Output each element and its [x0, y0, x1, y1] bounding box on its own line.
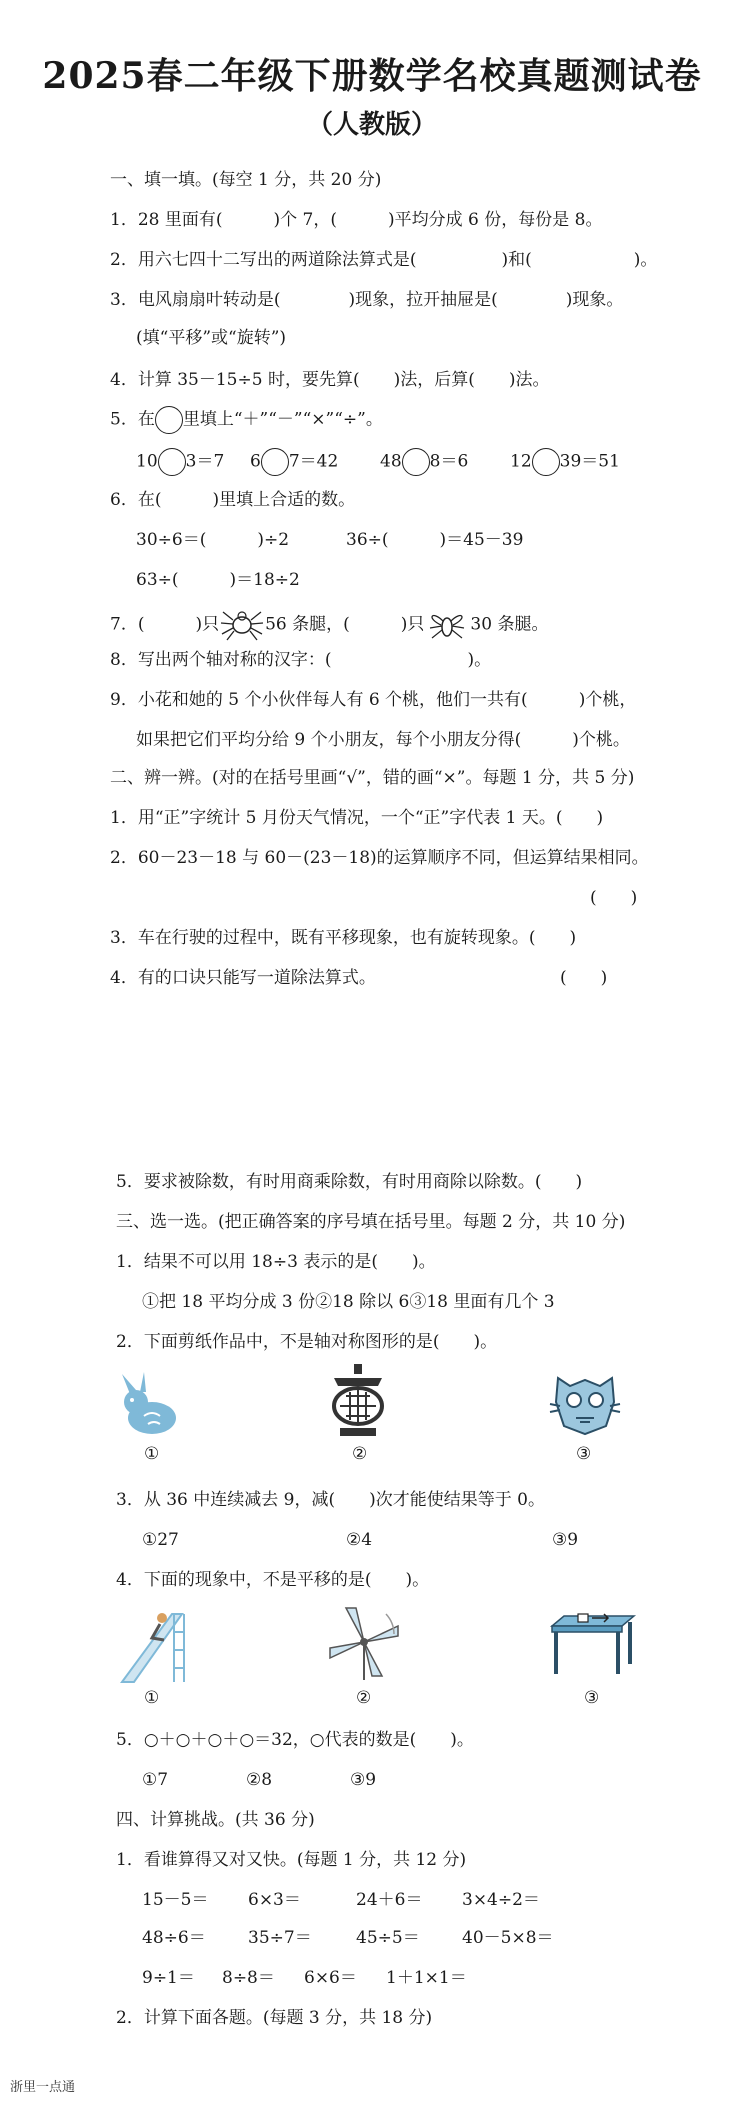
q5-text-b: 里填上“＋”“－”“×”“÷”。 — [182, 409, 383, 430]
table-image — [548, 1612, 638, 1678]
calc-row1-item1: 15－5＝ — [142, 1890, 209, 1910]
s3-question-1: 1．结果不可以用 18÷3 表示的是( )。 — [116, 1252, 436, 1272]
section1-heading: 一、填一填。(每空 1 分，共 20 分) — [110, 170, 382, 190]
q5-item-2-right: 7＝42 — [288, 451, 339, 472]
section4-heading: 四、计算挑战。(共 36 分) — [116, 1810, 315, 1830]
calc-row1-item4: 3×4÷2＝ — [462, 1890, 540, 1910]
rabbit-papercut-image — [118, 1372, 182, 1440]
s3-question-3: 3．从 36 中连续减去 9，减( )次才能使结果等于 0。 — [116, 1490, 545, 1510]
q6-line1-b: 36÷( )＝45－39 — [346, 530, 524, 550]
q6-line1-a: 30÷6＝( )÷2 — [136, 530, 290, 550]
papercut-caption-3: ③ — [576, 1444, 592, 1464]
q5-item-4-left: 12 — [510, 451, 532, 472]
s1-question-9-line1: 9．小花和她的 5 个小伙伴每人有 6 个桃，他们一共有( )个桃， — [110, 690, 637, 710]
page-subtitle: （人教版） — [306, 110, 437, 140]
calc-row3-item4: 1＋1×1＝ — [386, 1968, 467, 1988]
s1-question-3-note: (填“平移”或“旋转”) — [136, 328, 287, 348]
papercut-caption-1: ① — [144, 1444, 160, 1464]
s1-question-7 — [110, 608, 548, 642]
s3-question-1-options: ①把 18 平均分成 3 份②18 除以 6③18 里面有几个 3 — [142, 1292, 555, 1312]
s3-question-4: 4．下面的现象中，不是平移的是( )。 — [116, 1570, 430, 1590]
q6-line2: 63÷( )＝18÷2 — [136, 570, 300, 590]
q5-item-4 — [510, 448, 620, 476]
s3-q5-option-2: ②8 — [246, 1770, 273, 1790]
q5-text-a: 5．在 — [110, 409, 155, 430]
s3-question-5: 5．○＋○＋○＋○＝32，○代表的数是( )。 — [116, 1730, 474, 1750]
s2-question-2: 2．60－23－18 与 60－(23－18)的运算顺序不同，但运算结果相同。 — [110, 848, 649, 868]
s4-question-1: 1．看谁算得又对又快。(每题 1 分，共 12 分) — [116, 1850, 467, 1870]
footer-brand: 浙里一点通 — [10, 2080, 76, 2095]
calc-row1-item3: 24＋6＝ — [356, 1890, 423, 1910]
calc-row3-item1: 9÷1＝ — [142, 1968, 195, 1988]
s3-q3-option-1: ①27 — [142, 1530, 179, 1550]
s2-question-5: 5．要求被除数，有时用商乘除数，有时用商除以除数。( ) — [116, 1172, 583, 1192]
calc-row2-item4: 40－5×8＝ — [462, 1928, 554, 1948]
s1-question-4: 4．计算 35－15÷5 时，要先算( )法，后算( )法。 — [110, 370, 550, 390]
calc-row3-item2: 8÷8＝ — [222, 1968, 275, 1988]
s1-question-9-line2: 如果把它们平均分给 9 个小朋友，每个小朋友分得( )个桃。 — [136, 730, 630, 750]
s4-question-2: 2．计算下面各题。(每题 3 分，共 18 分) — [116, 2008, 433, 2028]
s1-question-6: 6．在( )里填上合适的数。 — [110, 490, 356, 510]
windmill-image — [326, 1604, 402, 1680]
blank-circle — [261, 448, 289, 476]
q7-text-b: 56 条腿，( )只 — [265, 614, 425, 635]
s1-question-3: 3．电风扇扇叶转动是( )现象，拉开抽屉是( )现象。 — [110, 290, 624, 310]
blank-circle — [532, 448, 560, 476]
calc-row1-item2: 6×3＝ — [248, 1890, 301, 1910]
page-title: 2025春二年级下册数学名校真题测试卷 — [42, 55, 702, 97]
q5-item-2-left: 6 — [250, 451, 261, 472]
s3-q3-option-3: ③9 — [552, 1530, 579, 1550]
s1-question-2: 2．用六七四十二写出的两道除法算式是( )和( )。 — [110, 250, 658, 270]
section3-heading: 三、选一选。(把正确答案的序号填在括号里。每题 2 分，共 10 分) — [116, 1212, 626, 1232]
fly-icon — [424, 608, 470, 642]
s1-question-8: 8．写出两个轴对称的汉字：( )。 — [110, 650, 492, 670]
spider-icon — [219, 608, 265, 642]
q5-item-3-left: 48 — [380, 451, 402, 472]
calc-row3-item3: 6×6＝ — [304, 1968, 357, 1988]
calc-row2-item3: 45÷5＝ — [356, 1928, 420, 1948]
calc-row2-item1: 48÷6＝ — [142, 1928, 206, 1948]
s2-question-3: 3．车在行驶的过程中，既有平移现象，也有旋转现象。( ) — [110, 928, 577, 948]
motion-caption-1: ① — [144, 1688, 160, 1708]
s3-q3-option-2: ②4 — [346, 1530, 373, 1550]
motion-caption-2: ② — [356, 1688, 372, 1708]
q5-item-3-right: 8＝6 — [429, 451, 469, 472]
q7-text-a: 7．( )只 — [110, 614, 220, 635]
q5-item-4-right: 39＝51 — [559, 451, 620, 472]
motion-caption-3: ③ — [584, 1688, 600, 1708]
blank-circle — [158, 448, 186, 476]
s2-question-4-paren: ( ) — [560, 968, 608, 988]
slide-image — [112, 1602, 202, 1686]
tiger-papercut-image — [548, 1368, 622, 1438]
s2-question-2-paren: ( ) — [590, 888, 638, 908]
blank-circle — [155, 406, 183, 434]
q5-item-2 — [250, 448, 338, 476]
blank-circle — [402, 448, 430, 476]
calc-row2-item2: 35÷7＝ — [248, 1928, 312, 1948]
section2-heading: 二、辨一辨。(对的在括号里画“√”，错的画“×”。每题 1 分，共 5 分) — [110, 768, 635, 788]
q5-item-1 — [136, 448, 224, 476]
s2-question-1: 1．用“正”字统计 5 月份天气情况，一个“正”字代表 1 天。( ) — [110, 808, 604, 828]
s1-question-1: 1．28 里面有( )个 7，( )平均分成 6 份，每份是 8。 — [110, 210, 603, 230]
s3-q5-option-3: ③9 — [350, 1770, 377, 1790]
s3-q5-option-1: ①7 — [142, 1770, 169, 1790]
q5-item-1-left: 10 — [136, 451, 158, 472]
q5-item-1-right: 3＝7 — [185, 451, 225, 472]
q5-item-3 — [380, 448, 468, 476]
s2-question-4: 4．有的口诀只能写一道除法算式。 — [110, 968, 376, 988]
lantern-papercut-image — [326, 1362, 390, 1442]
s1-question-5 — [110, 406, 383, 434]
q7-text-c: 30 条腿。 — [470, 614, 549, 635]
papercut-caption-2: ② — [352, 1444, 368, 1464]
s3-question-2: 2．下面剪纸作品中，不是轴对称图形的是( )。 — [116, 1332, 498, 1352]
